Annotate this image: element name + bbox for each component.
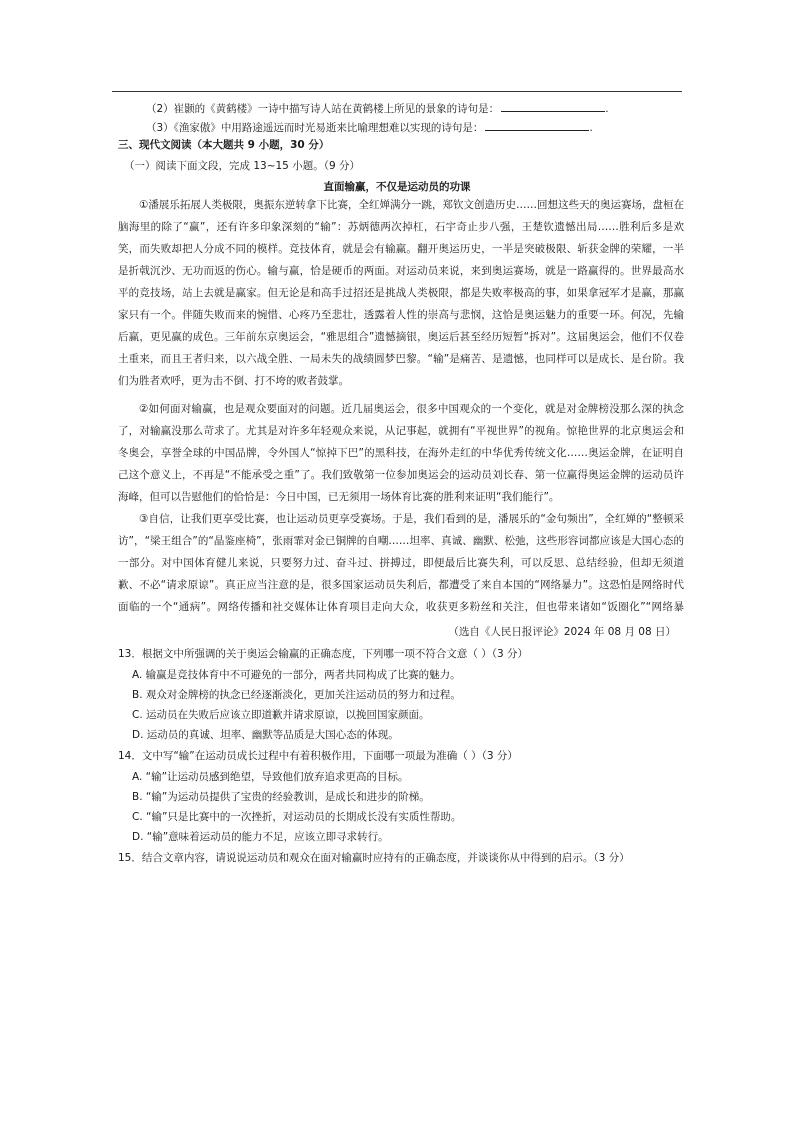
fill-in-question-2 bbox=[146, 100, 609, 116]
fill-in-question-3 bbox=[146, 119, 593, 135]
question-13-stem: 13．根据文中所强调的关于奥运会输赢的正确态度，下列哪一项不符合文意（ ）（3 分） bbox=[118, 648, 528, 660]
article-paragraph-2: ②如何面对输赢，也是观众要面对的问题。近几届奥运会，很多中国观众的一个变化，就是对金牌榜没那么深的执念了，对输赢没那么苛求了。尤其是对许多年轻观众来说，从记事起，就拥有“平视世界”的视角。惊艳世界的北京奥运会和冬奥会，享誉全球的中国品牌，令外国人“惊掉下巴”的黑科技，在海外走红的中华优秀传统文化……奥运金牌，在证明自己这个意义上，不再是“不能承受之重”了。我们致敬第一位参加奥运会的运动员刘长春、第一位赢得奥运金牌的运动员许海峰，但可以告慰他们的恰恰是：今日中国，已无须用一场体育比赛的胜利来证明“我们能行”。 bbox=[118, 403, 684, 503]
end-mark: . bbox=[589, 122, 593, 134]
fill-in-question-3-text: （3）《渔家傲》中用路途遥远而时光易逝来比喻理想难以实现的诗句是： bbox=[146, 122, 484, 134]
question-13-option-c[interactable]: C. 运动员在失败后应该立即道歉并请求原谅，以挽回国家颜面。 bbox=[132, 709, 430, 721]
question-15-stem: 15．结合文章内容，请说说运动员和观众在面对输赢时应持有的正确态度，并谈谈你从中得到的启示。（3 分） bbox=[118, 852, 630, 864]
question-13-option-a[interactable]: A. 输赢是竞技体育中不可避免的一部分，两者共同构成了比赛的魅力。 bbox=[132, 669, 461, 681]
question-14-option-a[interactable]: A. “输”让运动员感到绝望，导致他们放弃追求更高的目标。 bbox=[132, 771, 409, 783]
question-14-option-d[interactable]: D. “输”意味着运动员的能力不足，应该立即寻求转行。 bbox=[132, 831, 389, 843]
header-rule bbox=[112, 91, 682, 92]
end-mark: . bbox=[605, 103, 609, 115]
question-14-stem: 14．文中写“输”在运动员成长过程中有着积极作用，下面哪一项最为准确（ ）（3 分） bbox=[118, 750, 518, 762]
answer-blank-3[interactable] bbox=[485, 119, 589, 131]
answer-blank-2[interactable] bbox=[501, 100, 605, 112]
question-13-option-d[interactable]: D. 运动员的真诚、坦率、幽默等品质是大国心态的体现。 bbox=[132, 729, 399, 741]
section-sub-heading: （一）阅读下面文段，完成 13~15 小题。（9 分） bbox=[124, 160, 360, 172]
section-heading: 三、现代文阅读（本大题共 9 小题，30 分） bbox=[118, 139, 330, 151]
article-paragraph-1: ①潘展乐拓展人类极限，奥振东逆转拿下比赛，全红婵满分一跳，郑钦文创造历史……回想这些天的奥运赛场，盘桓在脑海里的除了“赢”，还有许多印象深刻的“输”：苏炳德两次掉杠，石宇奇止步八强，王楚钦遗憾出局……胜利后多是欢笑，而失败却把人分成不同的模样。竞技体育，就是会有输赢。翻开奥运历史，一半是突破极限、斩获金牌的荣耀，一半是折戟沉沙、无功而返的伤心。输与赢，恰是硬币的两面。对运动员来说，来到奥运赛场，就是一路赢得的。世界最高水平的竞技场，站上去就是赢家。但无论是和高手过招还是挑战人类极限，都是失败率极高的事，如果拿冠军才是赢，那赢家只有一个。伴随失败而来的惋惜、心疼乃至悲壮，透露着人性的崇高与悲悯，这恰是奥运魅力的重要一环。何况，先输后赢，更见赢的成色。三年前东京奥运会，“雅思组合”遗憾摘银，奥运后甚至经历短暂“拆对”。这届奥运会，他们不仅卷土重来，而且王者归来，以六战全胜、一局未失的战绩圆梦巴黎。“输”是痛苦、是遗憾，也同样可以是成长、是台阶。我们为胜者欢呼，更为击不倒、打不垮的败者鼓掌。 bbox=[118, 199, 684, 387]
fill-in-question-2-text: （2）崔颢的《黄鹤楼》一诗中描写诗人站在黄鹤楼上所见的景象的诗句是： bbox=[146, 103, 500, 115]
question-14-option-c[interactable]: C. “输”只是比赛中的一次挫折，对运动员的长期成长没有实质性帮助。 bbox=[132, 811, 462, 823]
question-14-option-b[interactable]: B. “输”为运动员提供了宝贵的经验教训，是成长和进步的阶梯。 bbox=[132, 791, 430, 803]
article-paragraph-3: ③自信，让我们更享受比赛，也让运动员更享受赛场。于是，我们看到的是，潘展乐的“金句频出”，全红婵的“整顿采访”，“梁王组合”的“晶鉴座椅”，张雨霏对金已铜牌的自嘲……坦率、真诚、幽默、松弛，这些形容词都应该是大国心态的一部分。对中国体育健儿来说，只要努力过、奋斗过、拼搏过，即便最后比赛失利，可以反思、总结经验，但却无须道歉、不必“请求原谅”。真正应当注意的是，很多国家运动员失利后，都遭受了来自本国的“网络暴力”。这恐怕是网络时代面临的一个“通病”。网络传播和社交媒体让体育项目走向大众，收获更多粉丝和关注，但也带来诸如“饭圈化”“网络暴 bbox=[118, 513, 684, 613]
question-13-option-b[interactable]: B. 观众对金牌榜的执念已经逐渐淡化，更加关注运动员的努力和过程。 bbox=[132, 689, 461, 701]
article-title: 直面输赢，不仅是运动员的功课 bbox=[323, 181, 471, 193]
article-source: （选自《人民日报评论》2024 年 08 月 08 日） bbox=[448, 626, 676, 638]
